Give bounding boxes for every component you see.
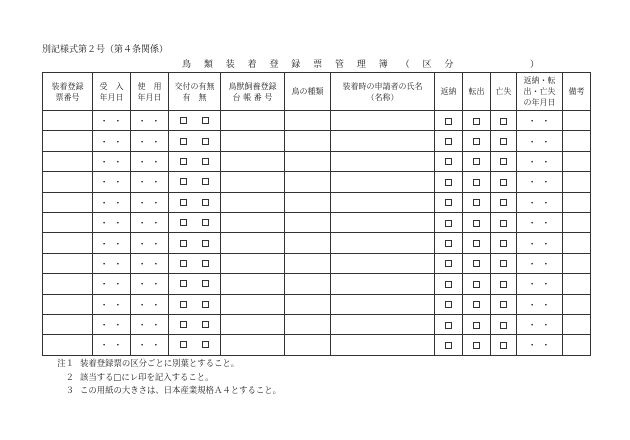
table-row [43, 314, 591, 334]
checkbox-not-issued[interactable] [202, 199, 209, 206]
date-placeholder: ・ ・ [99, 219, 124, 230]
date-placeholder: ・ ・ [137, 239, 162, 250]
date-placeholder: ・ ・ [99, 239, 124, 250]
cell-event-date[interactable] [517, 233, 563, 253]
cell-received-date[interactable] [93, 192, 131, 212]
cell-reg-no[interactable] [43, 274, 93, 294]
checkbox[interactable] [473, 179, 480, 186]
cell-used-date[interactable] [131, 212, 169, 232]
date-placeholder: ・ ・ [527, 341, 552, 352]
cell-used-date[interactable] [131, 314, 169, 334]
cell-returned [435, 233, 463, 253]
cell-lost [491, 212, 517, 232]
cell-received-date[interactable] [93, 172, 131, 192]
checkbox[interactable] [473, 220, 480, 227]
date-placeholder: ・ ・ [527, 280, 552, 291]
checkbox-issued[interactable] [180, 260, 187, 267]
cell-transferred [463, 253, 491, 273]
cell-bird-species[interactable] [285, 335, 331, 355]
cell-ledger-number[interactable] [221, 192, 285, 212]
checkbox[interactable] [445, 179, 452, 186]
cell-bird-species[interactable] [285, 274, 331, 294]
cell-used-date[interactable] [131, 335, 169, 355]
checkbox[interactable] [445, 240, 452, 247]
date-placeholder: ・ ・ [99, 300, 124, 311]
table-row [43, 131, 591, 151]
checkbox[interactable] [500, 240, 507, 247]
header-bird-species: 鳥の種類 [285, 73, 331, 111]
date-placeholder: ・ ・ [99, 117, 124, 128]
cell-received-date[interactable] [93, 253, 131, 273]
header-ledger-number: 鳥獣飼養登録 台 帳 番 号 [221, 73, 285, 111]
cell-remarks[interactable] [563, 151, 591, 171]
checkbox[interactable] [473, 301, 480, 308]
cell-returned [435, 212, 463, 232]
cell-lost [491, 335, 517, 355]
header-used-date: 使 用 年月日 [131, 73, 169, 111]
checkbox[interactable] [473, 138, 480, 145]
cell-remarks[interactable] [563, 212, 591, 232]
checkbox-issued[interactable] [180, 117, 187, 124]
table-row [43, 172, 591, 192]
cell-event-date[interactable] [517, 294, 563, 314]
table-row [43, 335, 591, 355]
checkbox[interactable] [445, 301, 452, 308]
cell-remarks[interactable] [563, 131, 591, 151]
cell-reg-no[interactable] [43, 192, 93, 212]
issue-checkbox-pair [169, 199, 220, 206]
table-row [43, 151, 591, 171]
table-row [43, 111, 591, 131]
date-placeholder: ・ ・ [99, 178, 124, 189]
cell-lost [491, 274, 517, 294]
cell-used-date[interactable] [131, 294, 169, 314]
header-lost: 亡失 [491, 73, 517, 111]
checkbox[interactable] [500, 342, 507, 349]
cell-received-date[interactable] [93, 274, 131, 294]
header-returned: 返納 [435, 73, 463, 111]
date-placeholder: ・ ・ [137, 157, 162, 168]
date-placeholder: ・ ・ [527, 321, 552, 332]
cell-received-date[interactable] [93, 294, 131, 314]
cell-reg-no[interactable] [43, 294, 93, 314]
cell-lost [491, 151, 517, 171]
cell-ledger-number[interactable] [221, 294, 285, 314]
table-row [43, 212, 591, 232]
header-issue-status: 交付の有無 有 無 [169, 73, 221, 111]
cell-applicant-name[interactable] [331, 253, 435, 273]
cell-issue-status [169, 111, 221, 131]
issue-checkbox-pair [169, 280, 220, 287]
date-placeholder: ・ ・ [527, 219, 552, 230]
cell-bird-species[interactable] [285, 253, 331, 273]
issue-checkbox-pair [169, 138, 220, 145]
date-placeholder: ・ ・ [99, 137, 124, 148]
date-placeholder: ・ ・ [99, 341, 124, 352]
cell-reg-no[interactable] [43, 314, 93, 334]
date-placeholder: ・ ・ [527, 137, 552, 148]
cell-received-date[interactable] [93, 233, 131, 253]
cell-applicant-name[interactable] [331, 111, 435, 131]
cell-returned [435, 314, 463, 334]
checkbox-not-issued[interactable] [202, 158, 209, 165]
cell-applicant-name[interactable] [331, 274, 435, 294]
cell-lost [491, 233, 517, 253]
cell-received-date[interactable] [93, 212, 131, 232]
cell-returned [435, 172, 463, 192]
cell-applicant-name[interactable] [331, 151, 435, 171]
checkbox[interactable] [473, 158, 480, 165]
cell-applicant-name[interactable] [331, 212, 435, 232]
date-placeholder: ・ ・ [137, 137, 162, 148]
date-placeholder: ・ ・ [137, 117, 162, 128]
cell-remarks[interactable] [563, 233, 591, 253]
cell-issue-status [169, 131, 221, 151]
date-placeholder: ・ ・ [137, 198, 162, 209]
issue-checkbox-pair [169, 117, 220, 124]
cell-remarks[interactable] [563, 192, 591, 212]
date-placeholder: ・ ・ [137, 178, 162, 189]
checkbox[interactable] [445, 118, 452, 125]
cell-ledger-number[interactable] [221, 131, 285, 151]
checkbox[interactable] [445, 260, 452, 267]
cell-event-date[interactable] [517, 192, 563, 212]
checkbox-not-issued[interactable] [202, 280, 209, 287]
header-row [43, 73, 591, 111]
table-row [43, 253, 591, 273]
cell-issue-status [169, 314, 221, 334]
date-placeholder: ・ ・ [527, 198, 552, 209]
cell-used-date[interactable] [131, 151, 169, 171]
issue-checkbox-pair [169, 158, 220, 165]
cell-used-date[interactable] [131, 131, 169, 151]
notes [46, 357, 281, 398]
cell-ledger-number[interactable] [221, 151, 285, 171]
cell-issue-status [169, 192, 221, 212]
cell-received-date[interactable] [93, 335, 131, 355]
checkbox[interactable] [500, 322, 507, 329]
cell-transferred [463, 233, 491, 253]
issue-checkbox-pair [169, 301, 220, 308]
cell-remarks[interactable] [563, 294, 591, 314]
checkbox-not-issued[interactable] [202, 260, 209, 267]
cell-bird-species[interactable] [285, 212, 331, 232]
issue-checkbox-pair [169, 341, 220, 348]
checkbox[interactable] [500, 260, 507, 267]
checkbox-issued[interactable] [180, 301, 187, 308]
table-row [43, 233, 591, 253]
cell-transferred [463, 111, 491, 131]
checkbox-not-issued[interactable] [202, 240, 209, 247]
cell-reg-no[interactable] [43, 172, 93, 192]
checkbox[interactable] [473, 118, 480, 125]
cell-lost [491, 131, 517, 151]
checkbox-issued[interactable] [180, 199, 187, 206]
cell-ledger-number[interactable] [221, 233, 285, 253]
cell-remarks[interactable] [563, 314, 591, 334]
cell-lost [491, 294, 517, 314]
note-1: 注１ 装着登録票の区分ごとに別葉とすること。 [57, 358, 240, 368]
checkbox-not-issued[interactable] [202, 219, 209, 226]
date-placeholder: ・ ・ [99, 157, 124, 168]
cell-issue-status [169, 151, 221, 171]
cell-event-date[interactable] [517, 314, 563, 334]
header-remarks: 備考 [563, 73, 591, 111]
checkbox-issued[interactable] [180, 240, 187, 247]
cell-returned [435, 151, 463, 171]
register-table [42, 72, 591, 356]
header-transferred: 転出 [463, 73, 491, 111]
cell-transferred [463, 274, 491, 294]
cell-issue-status [169, 233, 221, 253]
cell-issue-status [169, 294, 221, 314]
cell-reg-no[interactable] [43, 111, 93, 131]
cell-applicant-name[interactable] [331, 131, 435, 151]
checkbox-issued[interactable] [180, 178, 187, 185]
cell-ledger-number[interactable] [221, 212, 285, 232]
checkbox[interactable] [445, 342, 452, 349]
cell-transferred [463, 335, 491, 355]
cell-reg-no[interactable] [43, 233, 93, 253]
checkbox-issued[interactable] [180, 341, 187, 348]
cell-received-date[interactable] [93, 131, 131, 151]
date-placeholder: ・ ・ [137, 300, 162, 311]
cell-event-date[interactable] [517, 253, 563, 273]
issue-checkbox-pair [169, 240, 220, 247]
checkbox[interactable] [500, 179, 507, 186]
checkbox-not-issued[interactable] [202, 178, 209, 185]
cell-reg-no[interactable] [43, 253, 93, 273]
cell-used-date[interactable] [131, 192, 169, 212]
cell-event-date[interactable] [517, 274, 563, 294]
checkbox-issued[interactable] [180, 138, 187, 145]
cell-ledger-number[interactable] [221, 274, 285, 294]
checkbox[interactable] [500, 158, 507, 165]
table-row [43, 294, 591, 314]
checkbox[interactable] [473, 281, 480, 288]
cell-used-date[interactable] [131, 253, 169, 273]
cell-returned [435, 192, 463, 212]
cell-used-date[interactable] [131, 111, 169, 131]
cell-ledger-number[interactable] [221, 111, 285, 131]
cell-received-date[interactable] [93, 314, 131, 334]
issue-checkbox-pair [169, 321, 220, 328]
checkbox-not-issued[interactable] [202, 301, 209, 308]
cell-issue-status [169, 335, 221, 355]
date-placeholder: ・ ・ [137, 280, 162, 291]
cell-bird-species[interactable] [285, 294, 331, 314]
register-body [43, 111, 591, 356]
checkbox[interactable] [445, 138, 452, 145]
date-placeholder: ・ ・ [99, 321, 124, 332]
cell-remarks[interactable] [563, 172, 591, 192]
cell-bird-species[interactable] [285, 111, 331, 131]
cell-reg-no[interactable] [43, 151, 93, 171]
cell-issue-status [169, 274, 221, 294]
cell-returned [435, 253, 463, 273]
date-placeholder: ・ ・ [527, 239, 552, 250]
cell-ledger-number[interactable] [221, 314, 285, 334]
checkbox-not-issued[interactable] [202, 138, 209, 145]
note-2: ２ 該当する□にレ印を記入すること。 [65, 371, 214, 382]
cell-returned [435, 274, 463, 294]
checkbox-not-issued[interactable] [202, 341, 209, 348]
cell-lost [491, 253, 517, 273]
cell-received-date[interactable] [93, 111, 131, 131]
issue-checkbox-pair [169, 260, 220, 267]
date-placeholder: ・ ・ [527, 259, 552, 270]
table-row [43, 274, 591, 294]
date-placeholder: ・ ・ [137, 219, 162, 230]
form-label: 別記様式第２号（第４条関係） [42, 45, 169, 55]
cell-transferred [463, 212, 491, 232]
cell-reg-no[interactable] [43, 212, 93, 232]
checkbox[interactable] [445, 220, 452, 227]
issue-checkbox-pair [169, 219, 220, 226]
date-placeholder: ・ ・ [137, 341, 162, 352]
cell-transferred [463, 294, 491, 314]
checkbox[interactable] [500, 301, 507, 308]
cell-returned [435, 294, 463, 314]
checkbox[interactable] [473, 322, 480, 329]
date-placeholder: ・ ・ [527, 178, 552, 189]
cell-used-date[interactable] [131, 274, 169, 294]
cell-received-date[interactable] [93, 151, 131, 171]
cell-event-date[interactable] [517, 212, 563, 232]
date-placeholder: ・ ・ [527, 157, 552, 168]
cell-transferred [463, 131, 491, 151]
checkbox[interactable] [473, 240, 480, 247]
checkbox[interactable] [500, 199, 507, 206]
header-event-date: 返納・転 出・亡失 の年月日 [517, 73, 563, 111]
checkbox[interactable] [473, 342, 480, 349]
date-placeholder: ・ ・ [99, 198, 124, 209]
checkbox[interactable] [500, 220, 507, 227]
checkbox-issued[interactable] [180, 158, 187, 165]
register-title: 鳥 類 装 着 登 録 票 管 理 簿 （ 区 分 ） [182, 60, 545, 70]
header-reg-no: 装着登録 票番号 [43, 73, 93, 111]
date-placeholder: ・ ・ [99, 280, 124, 291]
checkbox[interactable] [473, 199, 480, 206]
cell-lost [491, 172, 517, 192]
cell-event-date[interactable] [517, 172, 563, 192]
checkbox[interactable] [445, 322, 452, 329]
cell-ledger-number[interactable] [221, 172, 285, 192]
cell-ledger-number[interactable] [221, 253, 285, 273]
date-placeholder: ・ ・ [527, 300, 552, 311]
cell-bird-species[interactable] [285, 314, 331, 334]
checkbox-not-issued[interactable] [202, 117, 209, 124]
checkbox[interactable] [445, 158, 452, 165]
cell-remarks[interactable] [563, 274, 591, 294]
date-placeholder: ・ ・ [527, 117, 552, 128]
note-3: ３ この用紙の大きさは、日本産業規格Ａ４とすること。 [65, 385, 281, 395]
cell-issue-status [169, 172, 221, 192]
cell-lost [491, 192, 517, 212]
cell-reg-no[interactable] [43, 131, 93, 151]
cell-applicant-name[interactable] [331, 335, 435, 355]
cell-transferred [463, 151, 491, 171]
cell-applicant-name[interactable] [331, 294, 435, 314]
date-placeholder: ・ ・ [137, 259, 162, 270]
cell-bird-species[interactable] [285, 233, 331, 253]
cell-remarks[interactable] [563, 253, 591, 273]
cell-reg-no[interactable] [43, 335, 93, 355]
date-placeholder: ・ ・ [99, 259, 124, 270]
cell-applicant-name[interactable] [331, 172, 435, 192]
cell-issue-status [169, 253, 221, 273]
cell-lost [491, 111, 517, 131]
header-applicant-name: 装着時の申請者の氏名 （名称） [331, 73, 435, 111]
cell-applicant-name[interactable] [331, 192, 435, 212]
cell-bird-species[interactable] [285, 172, 331, 192]
cell-event-date[interactable] [517, 131, 563, 151]
cell-applicant-name[interactable] [331, 314, 435, 334]
checkbox[interactable] [445, 199, 452, 206]
cell-returned [435, 111, 463, 131]
issue-checkbox-pair [169, 178, 220, 185]
checkbox[interactable] [500, 138, 507, 145]
checkbox[interactable] [445, 281, 452, 288]
header-received-date: 受 入 年月日 [93, 73, 131, 111]
cell-bird-species[interactable] [285, 131, 331, 151]
cell-used-date[interactable] [131, 172, 169, 192]
cell-transferred [463, 192, 491, 212]
cell-bird-species[interactable] [285, 151, 331, 171]
cell-event-date[interactable] [517, 111, 563, 131]
cell-returned [435, 335, 463, 355]
cell-lost [491, 314, 517, 334]
checkbox-issued[interactable] [180, 280, 187, 287]
cell-transferred [463, 172, 491, 192]
table-row [43, 192, 591, 212]
cell-transferred [463, 314, 491, 334]
cell-applicant-name[interactable] [331, 233, 435, 253]
cell-returned [435, 131, 463, 151]
cell-ledger-number[interactable] [221, 335, 285, 355]
checkbox-issued[interactable] [180, 219, 187, 226]
cell-used-date[interactable] [131, 233, 169, 253]
checkbox[interactable] [473, 260, 480, 267]
checkbox[interactable] [500, 281, 507, 288]
cell-remarks[interactable] [563, 335, 591, 355]
cell-bird-species[interactable] [285, 192, 331, 212]
checkbox[interactable] [500, 118, 507, 125]
cell-remarks[interactable] [563, 111, 591, 131]
cell-event-date[interactable] [517, 335, 563, 355]
cell-issue-status [169, 212, 221, 232]
checkbox-not-issued[interactable] [202, 321, 209, 328]
checkbox-issued[interactable] [180, 321, 187, 328]
date-placeholder: ・ ・ [137, 321, 162, 332]
cell-event-date[interactable] [517, 151, 563, 171]
